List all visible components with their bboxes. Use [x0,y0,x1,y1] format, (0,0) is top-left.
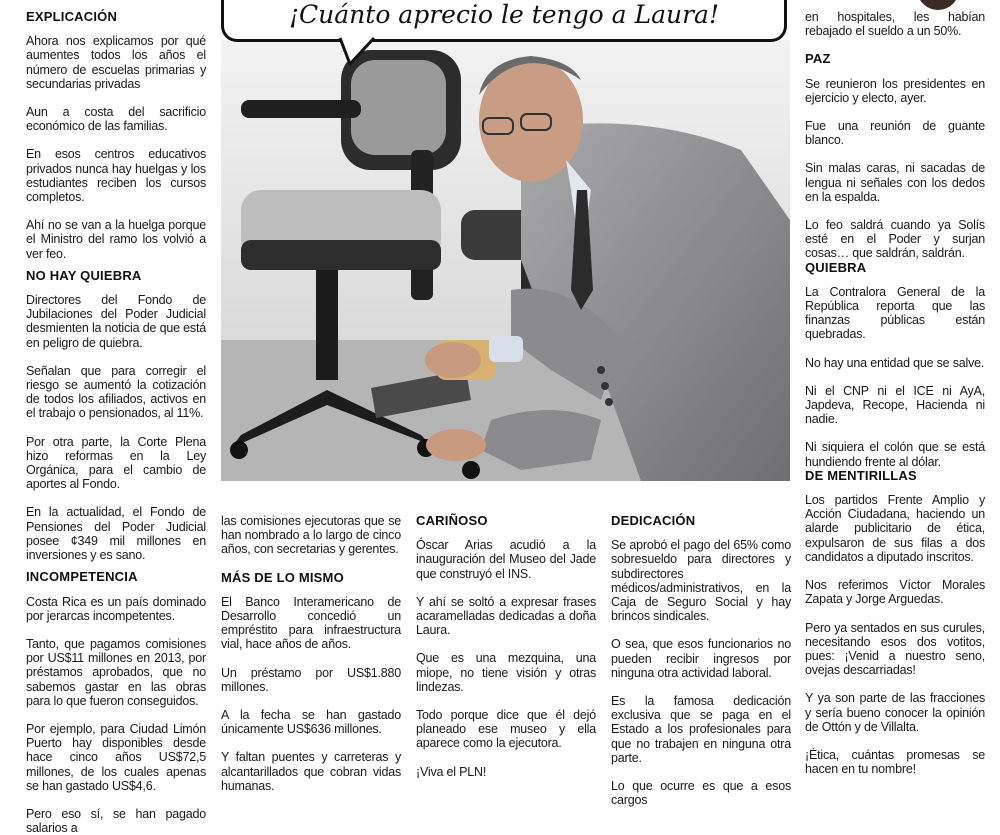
paragraph: Fue una reunión de guante blanco. [805,119,985,148]
paragraph-continued: en hospitales, les habían rebajado el sueldo a un 50%. [805,10,985,39]
paragraph: Sin malas caras, ni sacadas de lengua ni señales con los dedos en la espalda. [805,161,985,204]
paragraph: Ahora nos explicamos por qué aumentes todos los años el número de escuelas primarias y secundarias privadas [26,34,206,91]
paragraph: Por otra parte, la Corte Plena hizo reformas en la Ley Orgánica, para el cambio de aportes al Fondo. [26,434,206,492]
paragraph: Se reunieron los presidentes en ejercicio y electo, ayer. [805,76,985,105]
paragraph: En la actualidad, el Fondo de Pensiones del Poder Judicial posee ¢349 mil millones en inversiones y es sano. [26,505,206,563]
section-de-mentirillas [805,469,985,776]
paragraph: Ni siquiera el colón que se está hundiendo frente al dólar. [805,440,985,469]
paragraph: Pero ya sentados en sus curules, necesitando esos dos votitos, pues: ¡Venid a nuestro seno, ovejas descarriadas! [805,620,985,678]
section-title: MÁS DE LO MISMO [221,569,344,585]
section-dedicacion [611,514,791,807]
section-no-hay-quiebra [26,269,206,562]
paragraph: Ahí no se van a la huelga porque el Ministro del ramo los volvió a ver feo. [26,218,206,261]
column-right [805,10,985,776]
paragraph: Es la famosa dedicación exclusiva que se paga en el Estado a los profesionales para que no trabajen en ninguna otra parte. [611,694,791,765]
column-middle-3 [611,514,791,807]
paragraph: La Contralora General de la República reporta que las finanzas públicas están quebradas. [805,284,985,342]
paragraph: Todo porque dice que él dejó planeado ese museo y ella aparece como la ejecutora. [416,708,596,751]
section-quiebra [805,261,985,469]
section-mas-de-lo-mismo [221,571,401,793]
paragraph: Lo que ocurre es que a esos cargos [611,779,791,808]
section-title: CARIÑOSO [416,513,488,528]
paragraph: En esos centros educativos privados nunca hay huelgas y los estudiantes reciben los cursos completos. [26,147,206,205]
speech-bubble-text: ¡Cuánto aprecio le tengo a Laura! [288,0,720,29]
section-title: QUIEBRA [805,259,867,275]
section-incompetencia [26,570,206,835]
section-title: DE MENTIRILLAS [805,467,917,483]
section-carinoso [416,514,596,779]
section-title: EXPLICACIÓN [26,9,118,24]
paragraph: Nos referimos Víctor Morales Zapata y Jorge Arguedas. [805,578,985,607]
paragraph: Costa Rica es un país dominado por jerarcas incompetentes. [26,594,206,623]
section-title: PAZ [805,51,831,67]
section-paz [805,52,985,260]
paragraph-continued: las comisiones ejecutoras que se han nombrado a lo largo de cinco años, con secretarias y gerentes. [221,514,401,557]
man-sawing-chair-illustration [221,40,790,481]
paragraph: O sea, que esos funcionarios no pueden recibir ingresos por ninguna otra actividad laboral. [611,637,791,680]
speech-bubble [221,0,787,42]
speech-bubble-tail [338,36,380,68]
corner-photo-fragment [917,0,959,10]
section-title: DEDICACIÓN [611,513,696,528]
paragraph: Un préstamo por US$1.880 millones. [221,665,401,694]
paragraph: Aun a costa del sacrificio económico de las familias. [26,105,206,134]
paragraph: ¡Ética, cuántas promesas se hacen en tu nombre! [805,747,985,777]
paragraph: Ni el CNP ni el ICE ni AyA, Japdeva, Recope, Hacienda ni nadie. [805,383,985,427]
paragraph: Tanto, que pagamos comisiones por US$11 millones en 2013, por préstamos aprobados, que no sabemos gastar en las obras para lo que fueron conseguidos. [26,636,206,708]
paragraph: Y ahí se soltó a expresar frases acaramelladas dedicadas a doña Laura. [416,594,596,638]
paragraph: Y faltan puentes y carreteras y alcantarillados que cobran vidas humanas. [221,750,401,793]
column-left [26,10,206,835]
paragraph: Pero eso sí, se han pagado salarios a [26,806,206,835]
paragraph: Y ya son parte de las fracciones y sería bueno conocer la opinión de Ottón y de Villalta. [805,691,985,734]
paragraph: Que es una mezquina, una miope, no tiene visión y otras lindezas. [416,651,596,694]
paragraph: A la fecha se han gastado únicamente US$636 millones. [221,708,401,737]
paragraph: Lo feo saldrá cuando ya Solís esté en el Poder y surjan cosas… que saldrán, saldrán. [805,218,985,261]
news-photo [221,40,790,481]
paragraph: Óscar Arias acudió a la inauguración del Museo del Jade que construyó el INS. [416,538,596,581]
column-middle-1 [221,514,401,793]
paragraph: No hay una entidad que se salve. [805,355,985,370]
section-title: INCOMPETENCIA [26,569,138,585]
paragraph: ¡Viva el PLN! [416,764,487,779]
paragraph: Señalan que para corregir el riesgo se aumentó la cotización de todos los afiliados, activos en el trabajo o pensionados, al 11%. [26,363,206,421]
paragraph: Se aprobó el pago del 65% como sobresueldo para directores y subdirectores médicos/administrativos, en la Caja de Seguro Social y hay brincos sindicales. [611,538,791,624]
section-explicacion [26,10,206,261]
section-title: NO HAY QUIEBRA [26,267,142,283]
paragraph: Directores del Fondo de Jubilaciones del Poder Judicial desmienten la noticia de que está en peligro de quiebra. [26,293,206,350]
paragraph: Por ejemplo, para Ciudad Limón Puerto hay disponibles desde hace cinco años US$72,5 millones, de los cuales apenas se han gastado US$4,6. [26,721,206,793]
column-middle-2 [416,514,596,779]
paragraph: El Banco Interamericano de Desarrollo concedió un empréstito para infraestructura vial, hace años de años. [221,594,401,652]
paragraph: Los partidos Frente Amplio y Acción Ciudadana, haciendo un alarde publicitario de ética, expulsaron de sus filas a dos candidatos a diputado inscritos. [805,493,985,564]
